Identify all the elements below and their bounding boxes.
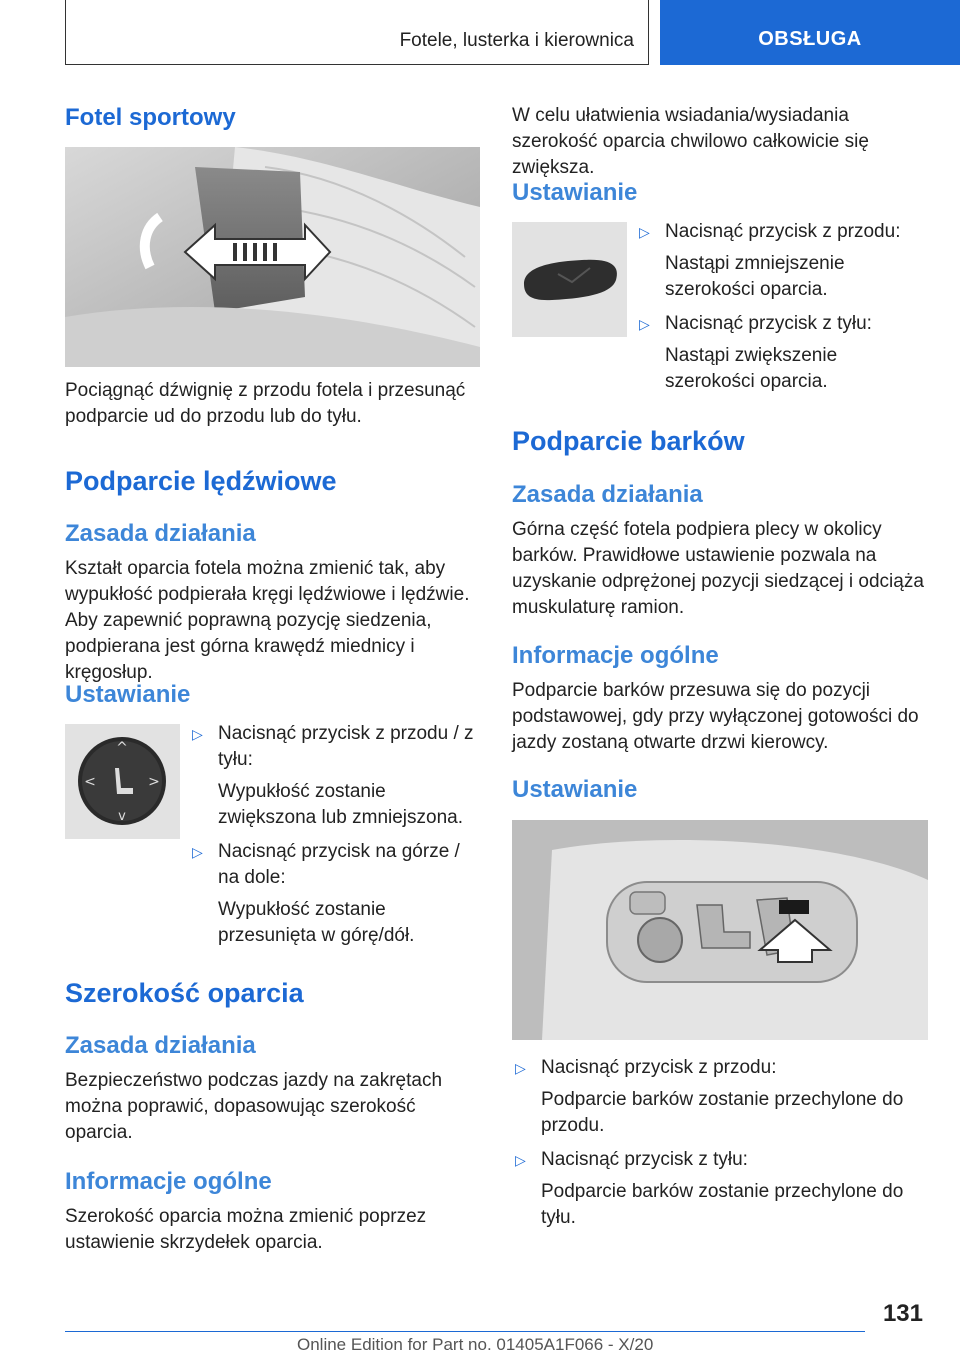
heading-backrest-width: Szerokość oparcia (65, 978, 304, 1008)
footer-divider (65, 1331, 865, 1332)
lumbar-principle-text: Kształt oparcia fotela można zmienić tak, aby wypukłość podpierała kręgi lędźwiowe i lędźwie. Aby zapewnić poprawną pozycję siedzenia, podpierana jest górna krawędź miednicy i kręgosłup. (65, 558, 470, 683)
list-item: ▷ Nacisnąć przycisk z przodu / z tyłu: (192, 723, 474, 770)
width-principle-text: Bezpieczeństwo podczas jazdy na zakrętach można poprawić, dopasowując szerokość oparcia. (65, 1070, 443, 1143)
svg-text:>: > (148, 774, 160, 790)
triangle-right-icon: ▷ (639, 224, 650, 240)
page-number: 131 (882, 1300, 923, 1327)
heading-shoulder-adjust: Ustawianie (512, 776, 638, 803)
heading-width-adjust: Ustawianie (512, 179, 638, 206)
triangle-right-icon: ▷ (515, 1060, 526, 1076)
lumbar-switch-illustration (65, 724, 180, 839)
heading-shoulder-general: Informacje ogólne (512, 642, 719, 669)
heading-lumbar: Podparcie lędźwiowe (65, 466, 337, 496)
svg-text:<: < (84, 774, 96, 790)
heading-shoulder-principle: Zasada działania (512, 481, 703, 508)
footer-edition: Online Edition for Part no. 01405A1F066 - X/20 (297, 1335, 654, 1354)
triangle-right-icon: ▷ (639, 316, 650, 332)
list-item-result: Wypukłość zostanie przesunięta w górę/dół. (218, 899, 415, 946)
triangle-right-icon: ▷ (515, 1152, 526, 1168)
figure-lumbar-switch (65, 724, 180, 839)
shoulder-switch-illustration (512, 820, 928, 1040)
svg-text:v: v (118, 809, 126, 824)
list-item: ▷ Nacisnąć przycisk z przodu: (627, 219, 928, 245)
shoulder-principle-text: Górna część fotela podpiera plecy w okolicy barków. Prawidłowe ustawienie pozwala na uzyskanie odprężonej pozycji siedzącej i odciąża muskulaturę ramion. (512, 519, 924, 618)
heading-shoulder-support: Podparcie barków (512, 426, 745, 456)
heading-lumbar-adjust: Ustawianie (65, 681, 191, 708)
list-item-result: Podparcie barków zostanie przechylone do tyłu. (541, 1181, 904, 1228)
list-item-result: Wypukłość zostanie zwiększona lub zmniejszona. (218, 781, 464, 828)
figure-shoulder-switch (512, 820, 928, 1040)
header-tab-obsluga[interactable] (660, 0, 960, 65)
triangle-right-icon: ▷ (192, 844, 203, 860)
sport-seat-text: Pociągnąć dźwignię z przodu fotela i przesunąć podparcie ud do przodu lub do tyłu. (65, 380, 466, 427)
width-adjust-list (627, 219, 928, 403)
list-item-result: Podparcie barków zostanie przechylone do przodu. (541, 1089, 904, 1136)
list-item: ▷ Nacisnąć przycisk z tyłu: (503, 1147, 928, 1173)
heading-width-principle: Zasada działania (65, 1032, 256, 1059)
width-general-text: Szerokość oparcia można zmienić poprzez ustawienie skrzydełek oparcia. (65, 1206, 427, 1253)
triangle-right-icon: ▷ (192, 726, 203, 742)
heading-sport-seat: Fotel sportowy (65, 104, 236, 131)
list-item-result: Nastąpi zmniejszenie szerokości oparcia. (665, 253, 845, 300)
width-intro-text: W celu ułatwienia wsiadania/wysiadania szerokość oparcia chwilowo całkowicie się zwiększa. (512, 105, 869, 178)
list-item-result: Nastąpi zwiększenie szerokości oparcia. (665, 345, 838, 392)
shoulder-adjust-list (503, 1055, 928, 1239)
width-switch-illustration (512, 222, 627, 337)
svg-text:^: ^ (116, 740, 128, 756)
sport-seat-illustration (65, 147, 480, 367)
shoulder-general-text: Podparcie barków przesuwa się do pozycji podstawowej, gdy przy wyłączonej gotowości do jazdy zostaną otwarte drzwi kierowcy. (512, 680, 919, 753)
list-item: ▷ Nacisnąć przycisk z tyłu: (627, 311, 928, 337)
header-tab-label: OBSŁUGA (758, 28, 862, 50)
heading-lumbar-principle: Zasada działania (65, 520, 256, 547)
heading-width-general: Informacje ogólne (65, 1168, 272, 1195)
header-section-title: Fotele, lusterka i kierownica (399, 30, 634, 51)
list-item: ▷ Nacisnąć przycisk z przodu: (503, 1055, 928, 1081)
lumbar-adjust-list (180, 721, 480, 957)
list-item: ▷ Nacisnąć przycisk na górze / na dole: (192, 841, 460, 888)
figure-width-switch (512, 222, 627, 337)
figure-sport-seat (65, 147, 480, 367)
